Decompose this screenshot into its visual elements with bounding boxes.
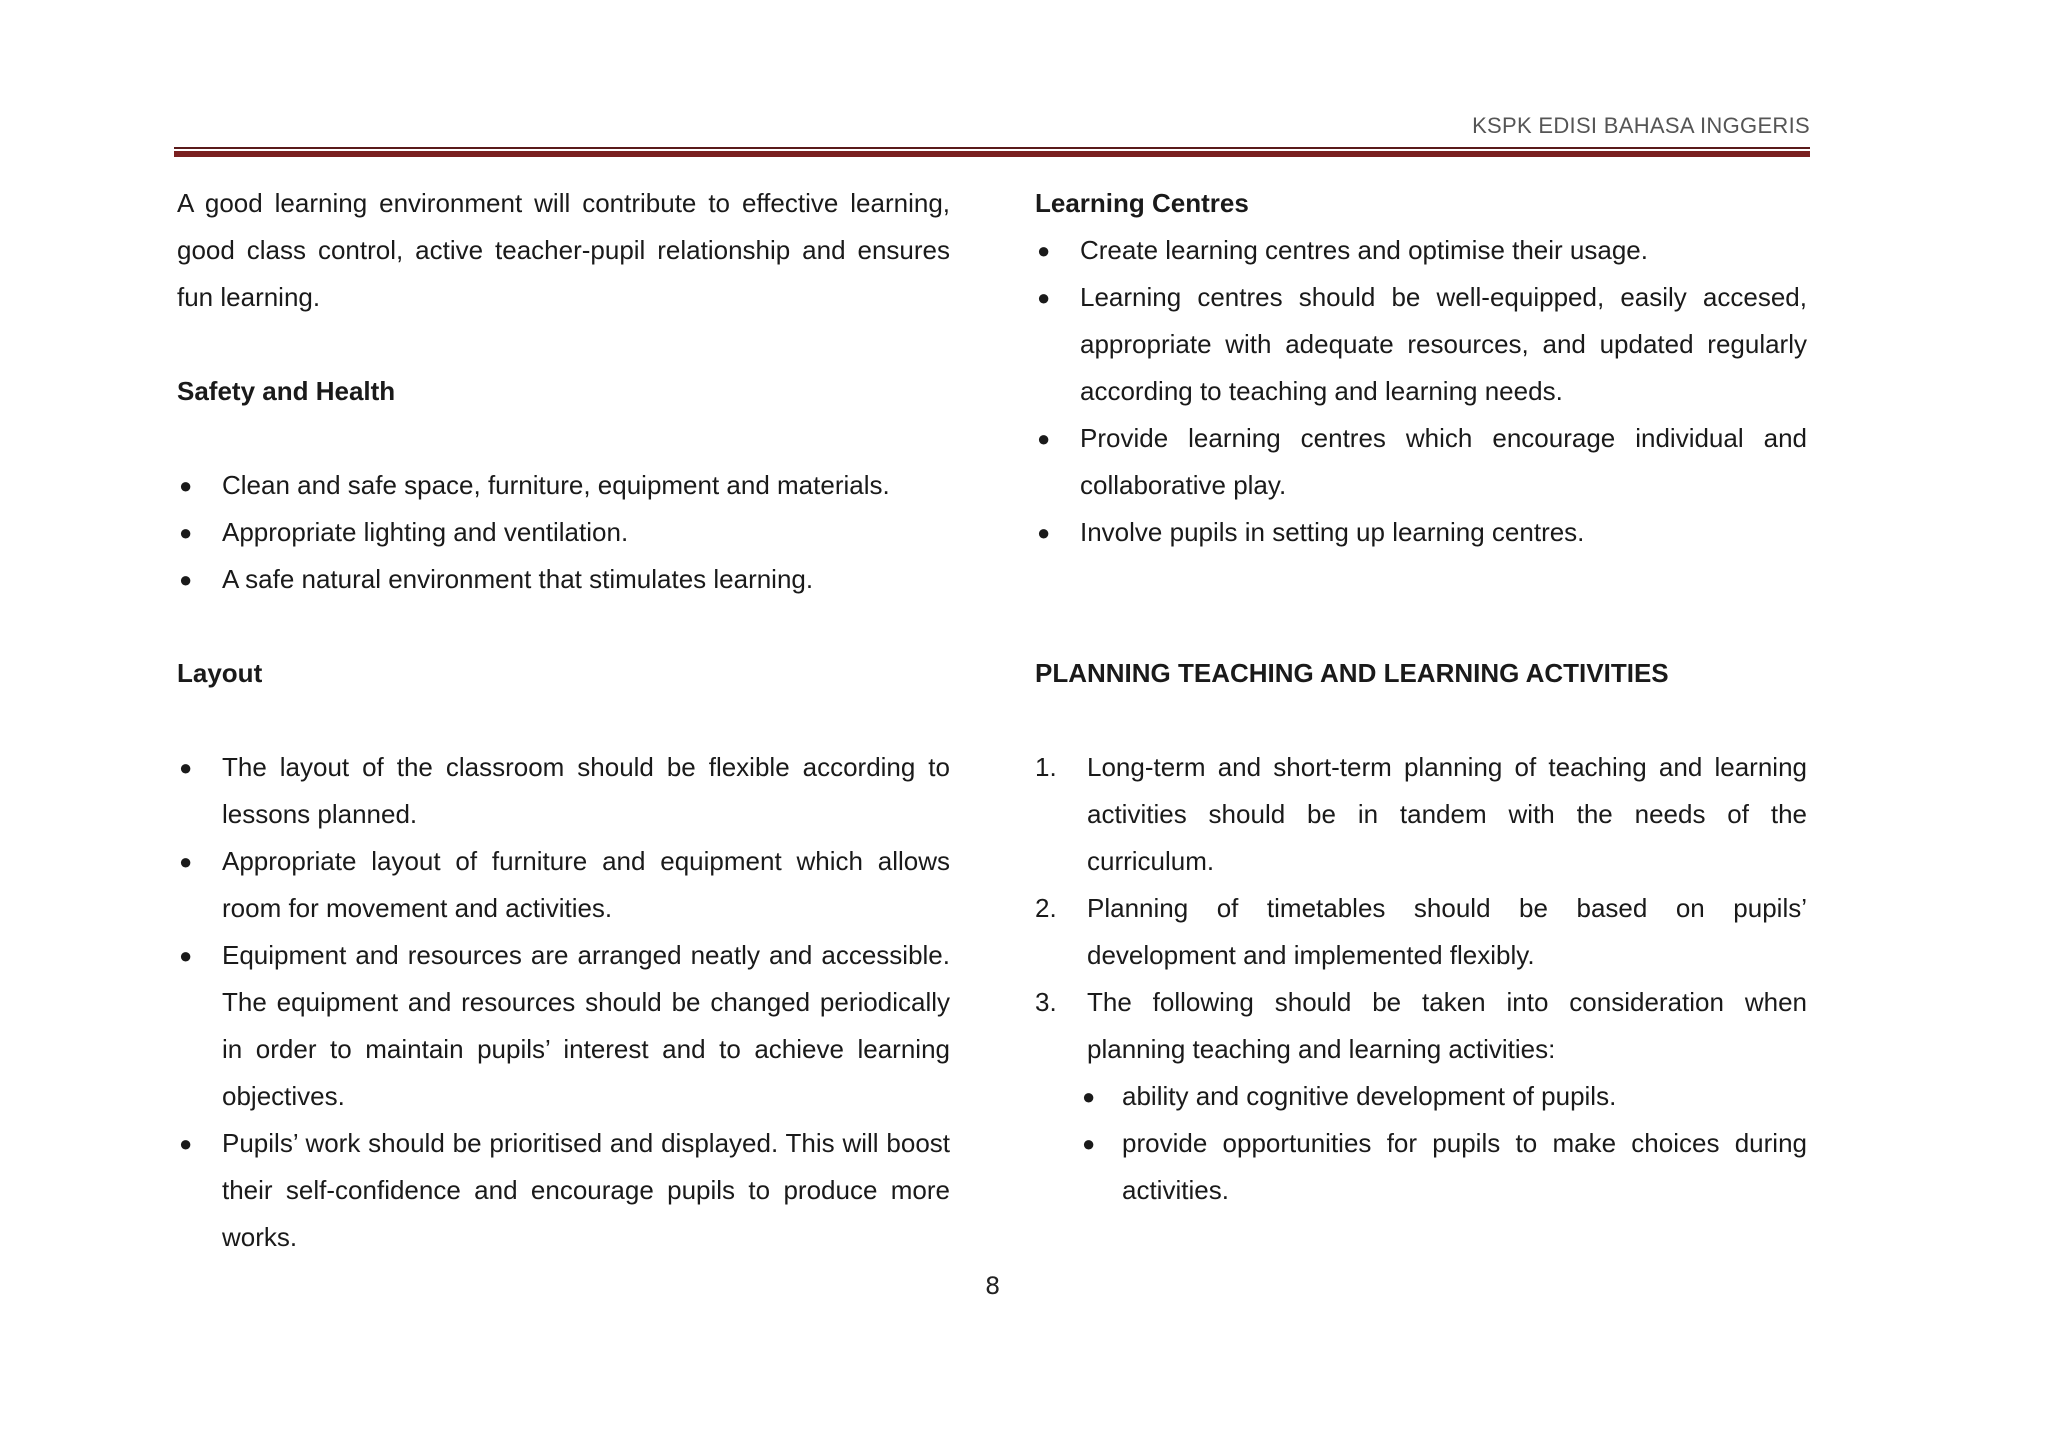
- safety-list: [177, 462, 950, 603]
- header-rule-thick: [174, 151, 1810, 157]
- bullet-icon: ●: [1037, 238, 1051, 263]
- item-number: 3.: [1035, 987, 1057, 1017]
- bullet-icon: ●: [1037, 426, 1051, 451]
- list-item: 1. Long-term and short-term planning of teaching and learning activities should be in tandem with the needs of the curriculum.: [1035, 744, 1807, 885]
- list-item: ● Learning centres should be well-equipped, easily accesed, appropriate with adequate resources, and updated regularly according to teaching and learning needs.: [1035, 274, 1807, 415]
- bullet-icon: ●: [179, 755, 193, 780]
- bullet-icon: ●: [179, 849, 193, 874]
- bullet-icon: ●: [179, 943, 193, 968]
- list-item: 3. The following should be taken into consideration when planning teaching and learning activities:: [1035, 979, 1807, 1073]
- intro-paragraph: A good learning environment will contribute to effective learning, good class control, active teacher-pupil relationship and ensures fun learning.: [177, 188, 950, 312]
- layout-list: [177, 744, 950, 1261]
- bullet-icon: ●: [179, 567, 193, 592]
- bullet-icon: ●: [1037, 285, 1051, 310]
- bullet-icon: ●: [1082, 1084, 1096, 1109]
- bullet-icon: ●: [1037, 520, 1051, 545]
- bullet-icon: ●: [1082, 1131, 1096, 1156]
- page-number: 8: [985, 1272, 1001, 1300]
- list-item: ● Equipment and resources are arranged neatly and accessible. The equipment and resources should be changed periodically in order to maintain pupils’ interest and to achieve learning objectives.: [177, 932, 950, 1120]
- list-item: ● Clean and safe space, furniture, equipment and materials.: [177, 462, 950, 509]
- list-item: 2. Planning of timetables should be based on pupils’ development and implemented flexibly.: [1035, 885, 1807, 979]
- list-item: ● Pupils’ work should be prioritised and displayed. This will boost their self-confidence and encourage pupils to produce more works.: [177, 1120, 950, 1261]
- safety-heading: Safety and Health: [177, 376, 396, 406]
- list-item: ● Involve pupils in setting up learning centres.: [1035, 509, 1807, 556]
- planning-heading: PLANNING TEACHING AND LEARNING ACTIVITIES: [1035, 658, 1669, 688]
- learning-centres-list: [1035, 227, 1807, 556]
- list-item: ● ability and cognitive development of pupils.: [1035, 1073, 1807, 1120]
- planning-sub-list: [1035, 1073, 1807, 1214]
- running-header-title: KSPK EDISI BAHASA INGGERIS: [1472, 113, 1810, 138]
- header-rule-thin: [174, 147, 1810, 149]
- item-number: 1.: [1035, 752, 1057, 782]
- list-item: ● Provide learning centres which encourage individual and collaborative play.: [1035, 415, 1807, 509]
- list-item: ● A safe natural environment that stimulates learning.: [177, 556, 950, 603]
- bullet-icon: ●: [179, 473, 193, 498]
- list-item: ● Appropriate layout of furniture and equipment which allows room for movement and activities.: [177, 838, 950, 932]
- left-column: [177, 180, 950, 1261]
- item-number: 2.: [1035, 893, 1057, 923]
- list-item: ● Appropriate lighting and ventilation.: [177, 509, 950, 556]
- list-item: ● The layout of the classroom should be flexible according to lessons planned.: [177, 744, 950, 838]
- list-item: ● Create learning centres and optimise their usage.: [1035, 227, 1807, 274]
- right-column: [1035, 180, 1807, 1214]
- list-item: ● provide opportunities for pupils to make choices during activities.: [1035, 1120, 1807, 1214]
- learning-centres-heading: Learning Centres: [1035, 188, 1249, 218]
- bullet-icon: ●: [179, 520, 193, 545]
- planning-list: [1035, 744, 1807, 1073]
- bullet-icon: ●: [179, 1131, 193, 1156]
- layout-heading: Layout: [177, 658, 263, 688]
